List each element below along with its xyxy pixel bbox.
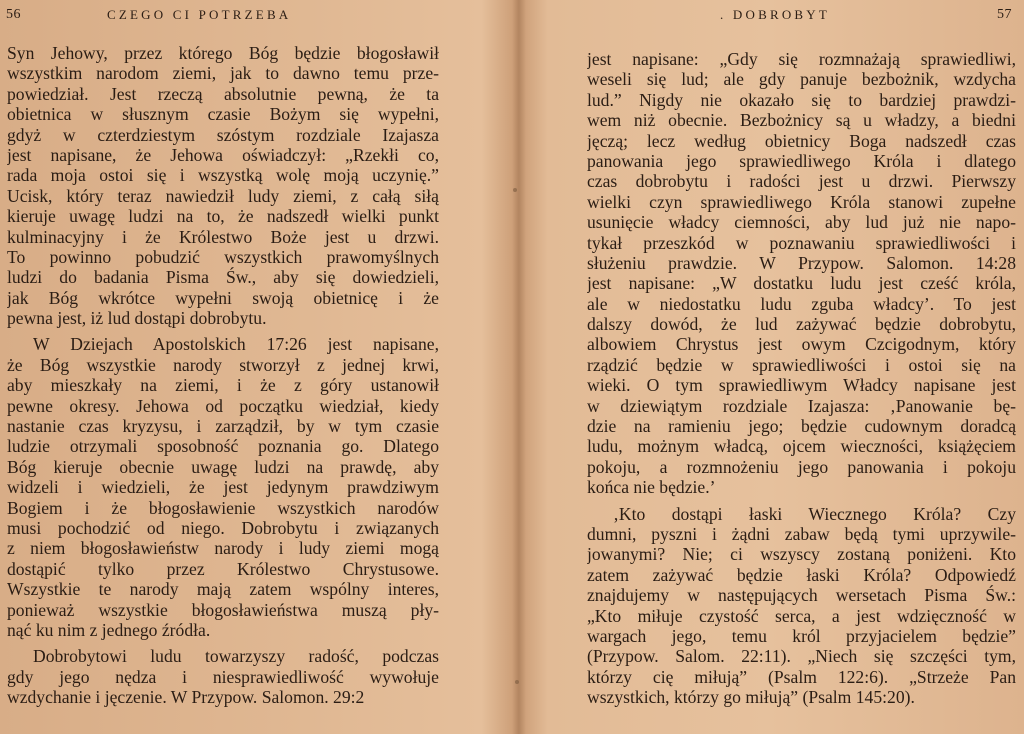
text-line: Bóg kieruje obecnie uwagę ludzi na prawdę, aby — [7, 456, 439, 477]
text-line: jest napisane, że Jehowa oświadczył: „Rzekłi co, — [7, 144, 439, 165]
page-body — [7, 43, 439, 708]
text-line: W Dziejach Apostolskich 17:26 jest napisane, — [33, 334, 439, 355]
page-number: 56 — [6, 7, 21, 22]
text-line: z niem błogosławieństw narody i ludy ziemi mogą — [7, 538, 439, 559]
text-line: wargach jego, temu król przyjacielem będzie” — [587, 625, 1016, 646]
text-line: końca nie będzie.’ — [587, 477, 716, 498]
text-line: powiedział. Jest rzeczą absolutnie pewną, że ta — [7, 83, 439, 104]
text-line: kulminacyjny i że Królestwo Boże jest u drzwi. — [7, 226, 439, 247]
running-head: . DOBROBYT — [720, 7, 831, 22]
text-line: jęczą; lecz według obietnicy Boga nadszedł czas — [587, 130, 1016, 151]
page-body — [587, 49, 1016, 708]
text-line: kieruje uwagę ludzi na to, że nadszedł wielki punkt — [7, 206, 439, 227]
running-head: CZEGO CI POTRZEBA — [107, 7, 292, 22]
text-line: wszystkich, którzy go miłują” (Psalm 145:20). — [587, 687, 915, 708]
text-line: służeniu prawdzie. W Przypow. Salomon. 14:28 — [587, 252, 1016, 273]
text-line: Dobrobytowi ludu towarzyszy radość, podczas — [33, 646, 439, 667]
text-line: rządzić będzie w sprawiedliwości i ostoi się na — [587, 354, 1016, 375]
text-line: wzdychanie i jęczenie. W Przypow. Salomon. 29:2 — [7, 687, 365, 708]
paragraph — [7, 646, 439, 707]
text-line: ‚Kto dostąpi łaski Wiecznego Króla? Czy — [613, 503, 1016, 524]
text-line: zatem zażywać będzie łaski Króla? Odpowiedź — [587, 564, 1016, 585]
text-line: jak Bóg wkrótce wypełni swoją obietnicę i że — [7, 287, 439, 308]
text-line: czas dobrobytu i radości jest u drzwi. Pierwszy — [587, 171, 1016, 192]
paper-speck — [515, 680, 519, 684]
text-line: usunięcie władcy ciemności, aby lud już nie napo- — [587, 212, 1016, 233]
text-line: znajdujemy w następujących wersetach Pisma Św.: — [587, 585, 1016, 606]
text-line: pewna jest, iż lud dostąpi dobrobytu. — [7, 308, 267, 329]
text-line: Bogiem i że błogosławienie wszystkich narodów — [7, 497, 439, 518]
text-line: że Bóg wszystkie narody stworzył z jednej krwi, — [7, 354, 439, 375]
text-line: nastanie czas kryzysu, i zarządził, by w tym czasie — [7, 416, 439, 437]
text-line: ale w niedostatku ludu zguba władcy’. To jest — [587, 293, 1016, 314]
text-line: dumni, pyszni i żądni zabaw będą tymi uprzywile- — [587, 523, 1016, 544]
page-number: 57 — [997, 7, 1012, 22]
text-line: którzy cię miłują” (Psalm 122:6). „Strzeże Pan — [587, 666, 1016, 687]
text-line: musi pochodzić od niego. Dobrobytu i związanych — [7, 517, 439, 538]
text-line: ponieważ wszystkie błogosławieństwa muszą pły- — [7, 599, 439, 620]
text-line: aby mieszkały na ziemi, i że z góry ustanowił — [7, 375, 439, 396]
text-line: gdy jego nędza i niesprawiedliwość wywołuje — [7, 666, 439, 687]
paragraph — [587, 504, 1016, 708]
text-line: wieki. O tym sprawiedliwym Władcy napisane jest — [587, 375, 1016, 396]
text-line: „Kto miłuje czystość serca, a jest wdzięczność w — [587, 605, 1016, 626]
text-line: albowiem Chrystus jest owym Czcigodnym, który — [587, 334, 1016, 355]
paper-speck — [513, 188, 517, 192]
text-line: panowania jego sprawiedliwego Króla i dlatego — [587, 150, 1016, 171]
text-line: Ucisk, który teraz nawiedził ludy ziemi, z całą siłą — [7, 185, 439, 206]
right-page — [526, 0, 1024, 734]
text-line: jest napisane: „Gdy się rozmnażają sprawiedliwi, — [587, 49, 1016, 69]
text-line: dalszy dowód, że lud zażywać będzie dobrobytu, — [587, 314, 1016, 335]
text-line: tykał przeszkód w poznawaniu sprawiedliwości i — [587, 232, 1016, 253]
text-line: wem niż obecnie. Bezbożnicy są u władzy, a biedni — [587, 110, 1016, 131]
text-line: To powinno pobudzić wszystkich prawomyślnych — [7, 246, 439, 267]
text-line: rada moja ostoi się i wszystką wolę moją uczynię.” — [7, 165, 439, 186]
text-line: (Przypow. Salom. 22:11). „Niech się szczęści tym, — [587, 646, 1016, 667]
text-line: ludzi do badania Pisma Św., aby się dowiedzieli, — [7, 267, 439, 288]
text-line: nąć ku nim z jednego źródła. — [7, 619, 211, 640]
text-line: pewne okresy. Jehowa od początku wiedział, kiedy — [7, 395, 439, 416]
text-line: w dziewiątym rozdziale Izajasza: ‚Panowanie bę- — [587, 395, 1016, 416]
paragraph — [7, 334, 439, 640]
paragraph — [7, 43, 439, 328]
text-line: ludzie otrzymali sposobność poznania go. Dlatego — [7, 436, 439, 457]
text-line: gdyż w czterdziestym szóstym rozdziale Izajasza — [7, 124, 439, 145]
text-line: wszystkim narodom ziemi, jak to dawno temu prze- — [7, 63, 439, 84]
text-line: lud.” Nigdy nie okazało się to bardziej prawdzi- — [587, 89, 1016, 110]
text-line: Syn Jehowy, przez którego Bóg będzie błogosławił — [7, 43, 439, 63]
text-line: weseli się lud; ale gdy panuje bezbożnik, wzdycha — [587, 69, 1016, 90]
book-gutter — [512, 0, 526, 734]
paragraph — [587, 49, 1016, 498]
text-line: dostąpić tylko przez Królestwo Chrystusowe. — [7, 558, 439, 579]
text-line: wielki czyn sprawiedliwego Króla stanowi zupełne — [587, 191, 1016, 212]
text-line: jest napisane: „W dostatku ludu jest cześć króla, — [587, 273, 1016, 294]
text-line: jowanymi? Nie; ci wszyscy zostaną poniżeni. Kto — [587, 544, 1016, 565]
text-line: widzeli i wiedzieli, że jest jedynym prawdziwym — [7, 477, 439, 498]
text-line: ludu, możnym władcą, ojcem wieczności, książęciem — [587, 436, 1016, 457]
text-line: dzie na ramieniu jego; będzie cudownym doradcą — [587, 416, 1016, 437]
text-line: Wszystkie te narody mają zatem wspólny interes, — [7, 579, 439, 600]
text-line: obietnica w słusznym czasie Bożym się wypełni, — [7, 104, 439, 125]
text-line: pokoju, a rozmnożeniu jego panowania i pokoju — [587, 456, 1016, 477]
